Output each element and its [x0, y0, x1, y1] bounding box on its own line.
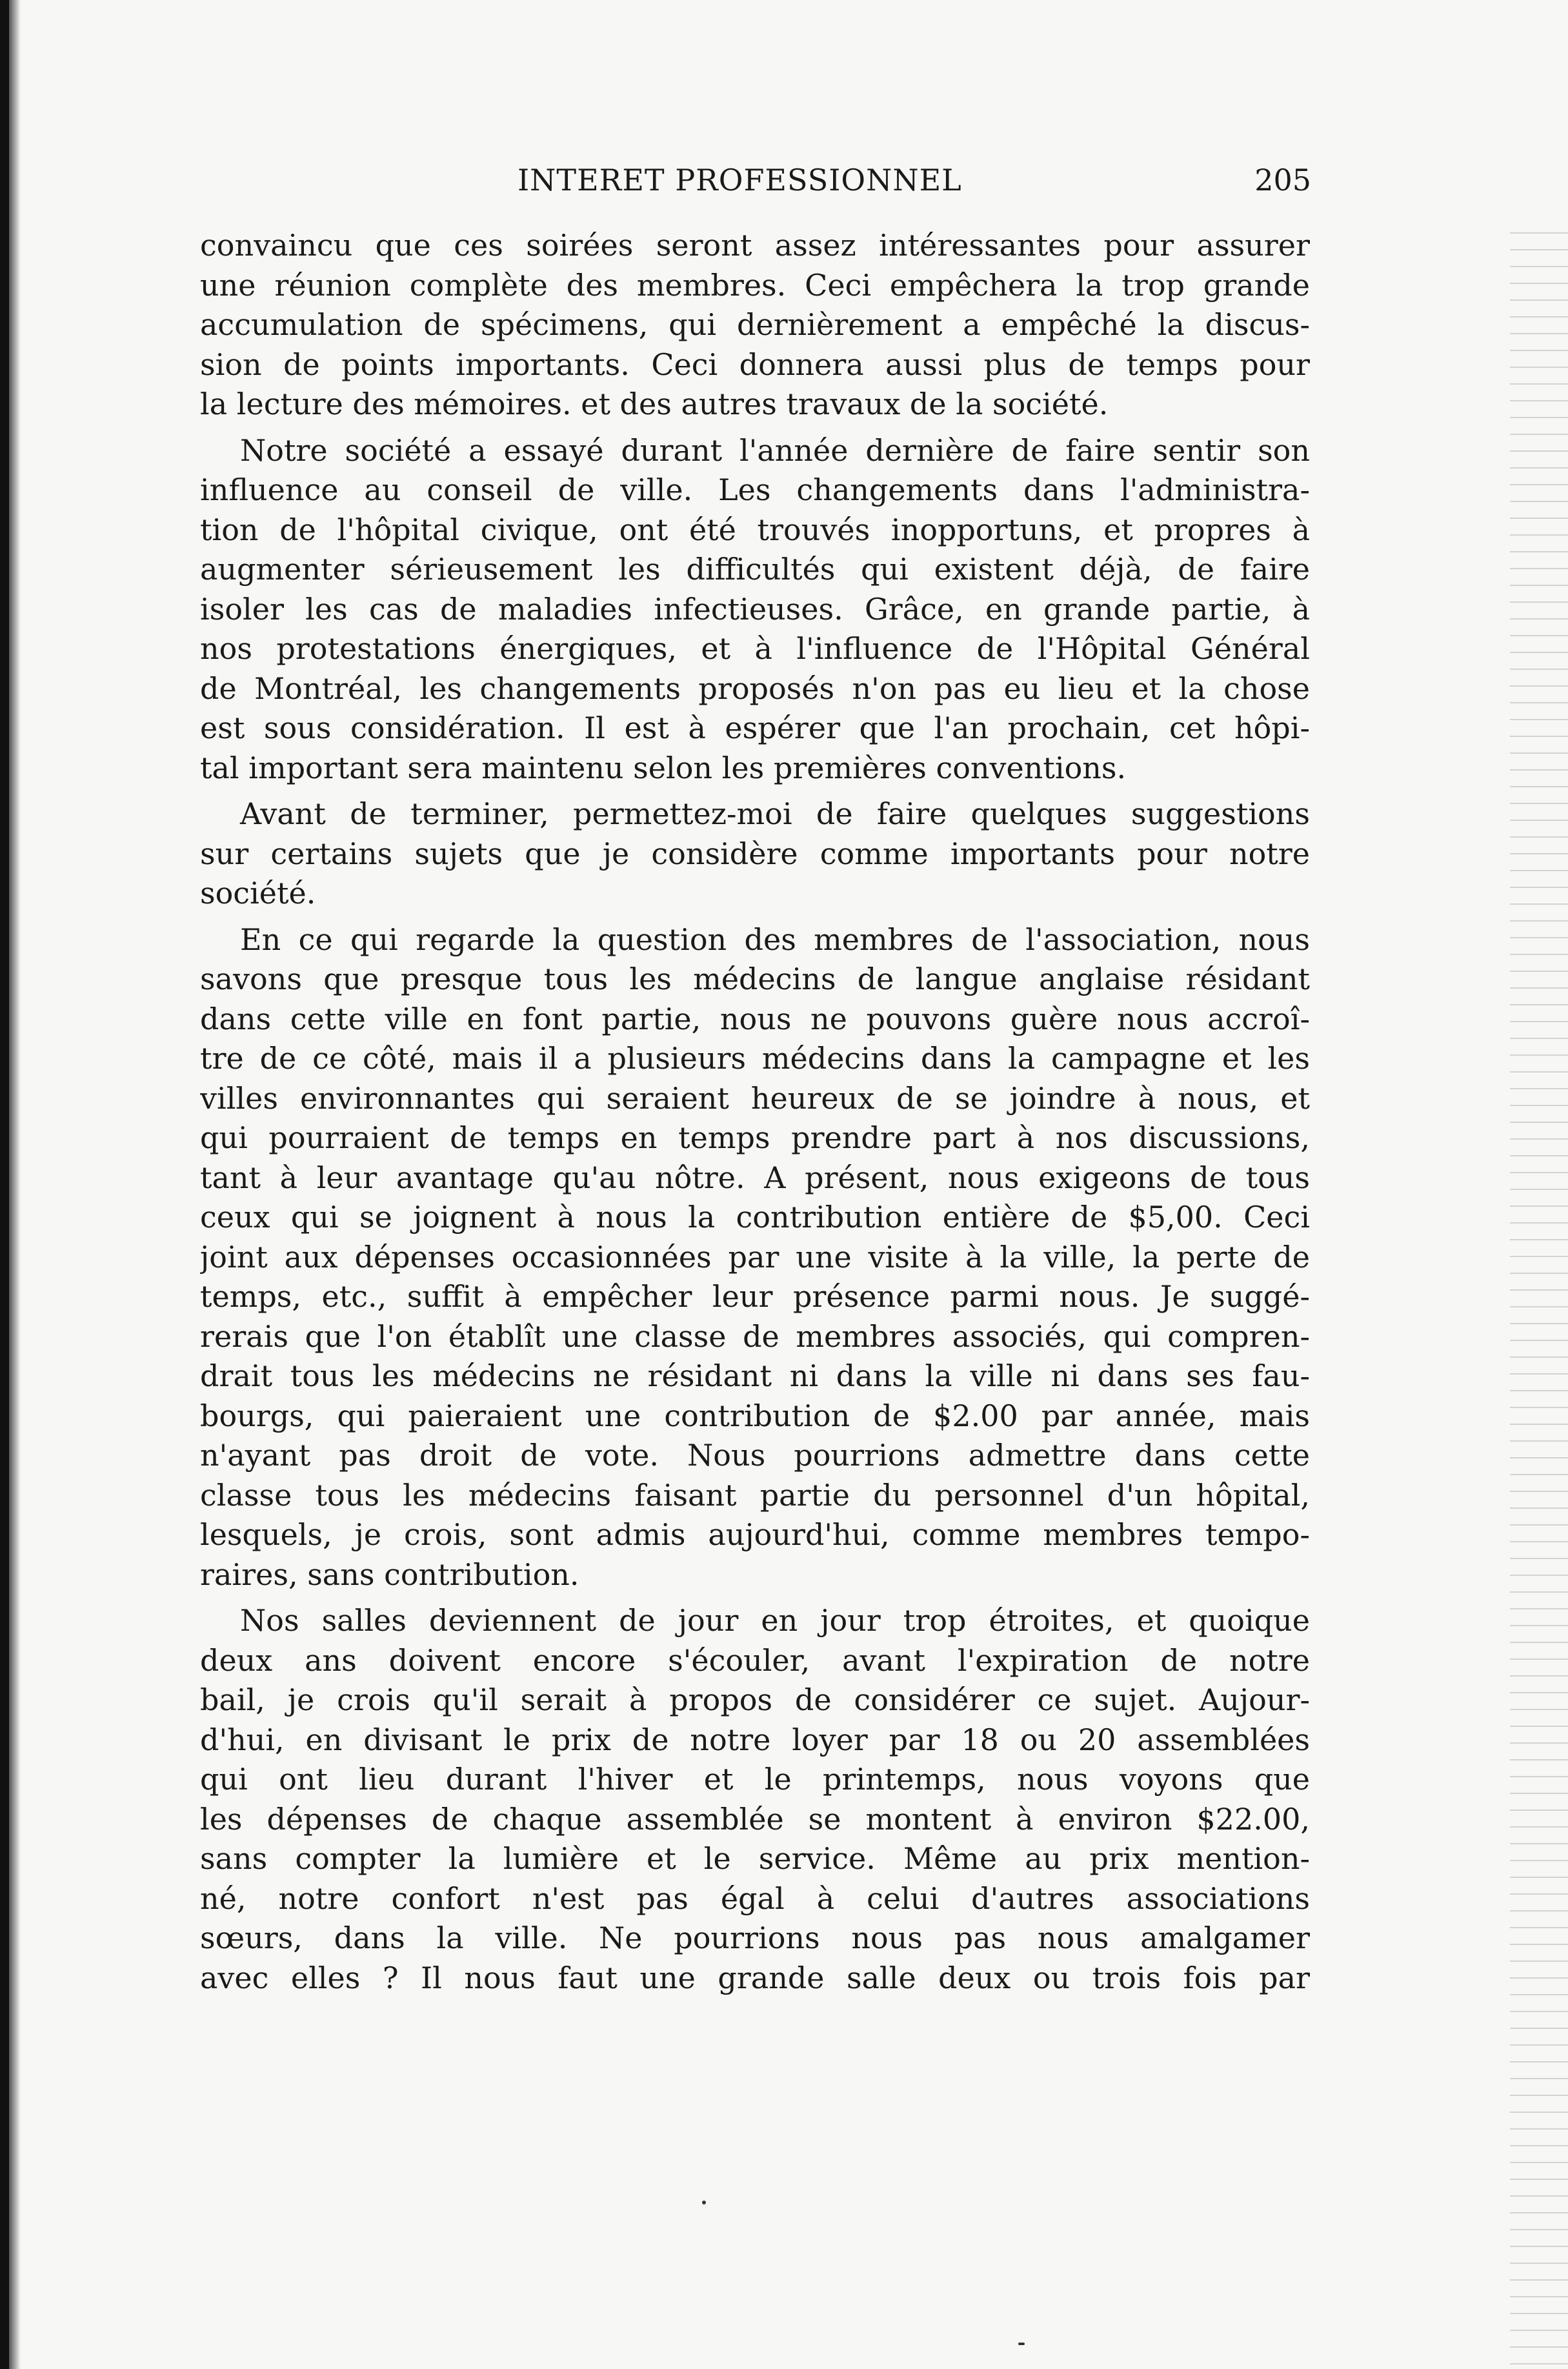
text-line: rerais que l'on établît une classe de membres associés, qui compren-: [200, 1318, 1310, 1354]
text-line: isoler les cas de maladies infectieuses. Grâce, en grande partie, à: [200, 591, 1310, 627]
text-line: bail, je crois qu'il serait à propos de considérer ce sujet. Aujour-: [200, 1682, 1310, 1717]
text-line: dans cette ville en font partie, nous ne pouvons guère nous accroî-: [200, 1001, 1310, 1036]
text-line: ceux qui se joignent à nous la contribution entière de $5,00. Ceci: [200, 1200, 1310, 1235]
ink-speck: [702, 2201, 706, 2204]
ink-speck: [1018, 2343, 1025, 2345]
text-line: convaincu que ces soirées seront assez intéressantes pour assurer: [200, 228, 1310, 263]
page-number: 205: [1254, 163, 1311, 197]
text-line: qui pourraient de temps en temps prendre part à nos discussions,: [200, 1120, 1310, 1155]
text-line: augmenter sérieusement les difficultés qui existent déjà, de faire: [200, 552, 1310, 587]
body-text: [200, 226, 1310, 1998]
paragraph: [200, 1601, 1310, 1998]
text-line: influence au conseil de ville. Les changements dans l'administra-: [200, 472, 1310, 507]
paragraph: [200, 431, 1310, 789]
text-line: sœurs, dans la ville. Ne pourrions nous pas nous amalgamer: [200, 1920, 1310, 1955]
text-line: une réunion complète des membres. Ceci empêchera la trop grande: [200, 267, 1310, 303]
text-line: bourgs, qui paieraient une contribution de $2.00 par année, mais: [200, 1398, 1310, 1433]
text-line: sans compter la lumière et le service. Même au prix mention-: [200, 1841, 1310, 1876]
text-line: est sous considération. Il est à espérer que l'an prochain, cet hôpi-: [200, 711, 1310, 745]
text-line: Nos salles deviennent de jour en jour trop étroites, et quoique: [240, 1603, 1310, 1638]
text-line: tion de l'hôpital civique, ont été trouvés inopportuns, et propres à: [200, 512, 1310, 547]
text-line: d'hui, en divisant le prix de notre loyer par 18 ou 20 assemblées: [200, 1722, 1310, 1757]
text-line: lesquels, je crois, sont admis aujourd'hui, comme membres tempo-: [200, 1517, 1310, 1552]
text-line: temps, etc., suffit à empêcher leur présence parmi nous. Je suggé-: [200, 1279, 1310, 1314]
text-line: villes environnantes qui seraient heureux de se joindre à nous, et: [200, 1080, 1310, 1116]
text-line: les dépenses de chaque assemblée se montent à environ $22.00,: [200, 1801, 1310, 1837]
text-line: la lecture des mémoires. et des autres travaux de la société.: [200, 387, 1109, 421]
text-line: sur certains sujets que je considère comme importants pour notre: [200, 836, 1310, 871]
paragraph: [200, 794, 1310, 914]
paragraph: [200, 920, 1310, 1595]
binding-edge: [0, 0, 9, 2369]
text-line: En ce qui regarde la question des membres de l'association, nous: [240, 922, 1310, 957]
text-line: raires, sans contribution.: [200, 1557, 579, 1592]
text-line: joint aux dépenses occasionnées par une visite à la ville, la perte de: [200, 1239, 1310, 1275]
text-line: sion de points importants. Ceci donnera aussi plus de temps pour: [200, 347, 1310, 382]
text-line: né, notre confort n'est pas égal à celui d'autres associations: [200, 1880, 1310, 1916]
page-header: [201, 163, 1311, 208]
text-line: société.: [200, 876, 316, 911]
text-line: savons que presque tous les médecins de langue anglaise résidant: [200, 962, 1310, 996]
text-line: tal important sera maintenu selon les premières conventions.: [200, 750, 1127, 785]
scan-edge-noise: [1510, 232, 1568, 2369]
binding-shadow: [9, 0, 21, 2369]
text-line: avec elles ? Il nous faut une grande salle deux ou trois fois par: [200, 1960, 1310, 1995]
text-line: nos protestations énergiques, et à l'influence de l'Hôpital Général: [200, 631, 1310, 666]
text-line: deux ans doivent encore s'écouler, avant l'expiration de notre: [200, 1642, 1310, 1678]
text-line: classe tous les médecins faisant partie du personnel d'un hôpital,: [200, 1477, 1310, 1513]
running-title: INTERET PROFESSIONNEL: [518, 163, 962, 197]
paragraph: [200, 226, 1310, 425]
text-line: tre de ce côté, mais il a plusieurs médecins dans la campagne et les: [200, 1041, 1310, 1076]
text-line: drait tous les médecins ne résidant ni dans la ville ni dans ses fau-: [200, 1358, 1310, 1393]
text-line: Avant de terminer, permettez-moi de faire quelques suggestions: [240, 796, 1310, 831]
text-line: Notre société a essayé durant l'année dernière de faire sentir son: [240, 432, 1310, 468]
text-line: tant à leur avantage qu'au nôtre. A présent, nous exigeons de tous: [200, 1160, 1310, 1195]
text-line: accumulation de spécimens, qui dernièrement a empêché la discus-: [200, 307, 1310, 342]
text-line: qui ont lieu durant l'hiver et le printemps, nous voyons que: [200, 1762, 1310, 1797]
text-line: n'ayant pas droit de vote. Nous pourrions admettre dans cette: [200, 1438, 1310, 1473]
text-line: de Montréal, les changements proposés n'on pas eu lieu et la chose: [200, 670, 1310, 706]
